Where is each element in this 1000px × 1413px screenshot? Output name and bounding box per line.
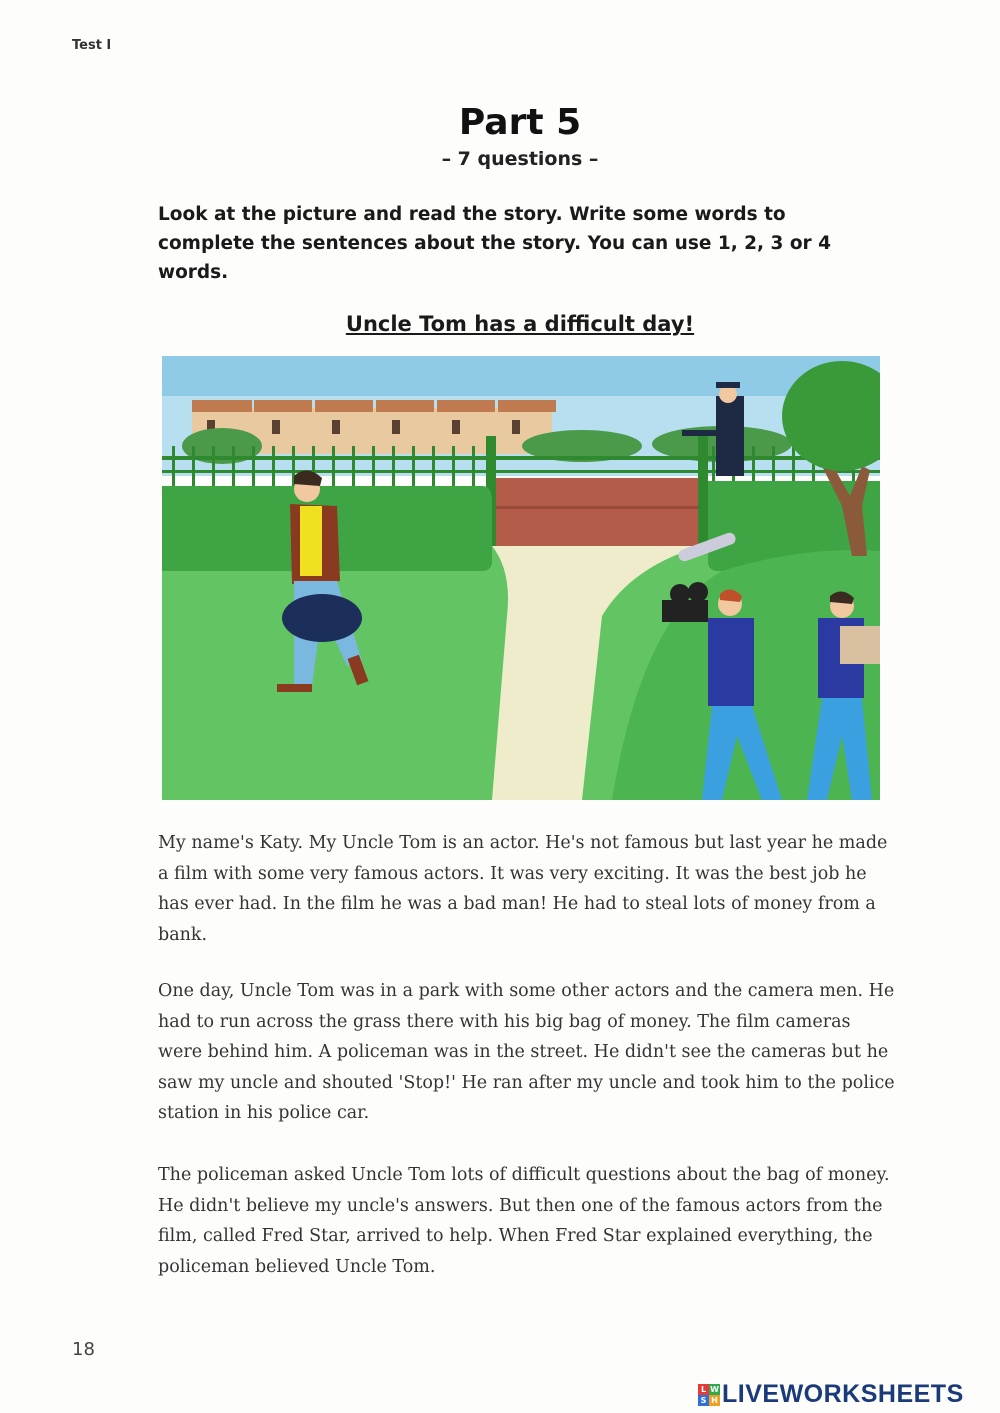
park-scene-illustration: [162, 356, 880, 800]
part-title: Part 5: [458, 102, 582, 143]
story-title: Uncle Tom has a difficult day!: [345, 312, 695, 336]
brand-logo-letter: L: [698, 1384, 709, 1395]
brand-logo-letter: H: [709, 1395, 720, 1406]
test-label: Test I: [72, 38, 112, 53]
part-subtitle: – 7 questions –: [441, 148, 599, 170]
brand-name: LIVEWORKSHEETS: [722, 1380, 964, 1408]
brand-logo-letter: W: [710, 1384, 719, 1394]
brand-logo-icon: [698, 1384, 720, 1406]
story-paragraph-2: One day, Uncle Tom was in a park with some other actors and the camera men. He had to run across the grass there with his big bag of money. The film cameras were behind him. A policeman was in the street. He didn't see the cameras but he saw my uncle and shouted 'Stop!' He ran after my uncle and took him to the police station in his police car.: [158, 981, 895, 1123]
story-illustration: [162, 356, 880, 800]
instructions: Look at the picture and read the story. Write some words to complete the sentences about the story. You can use 1, 2, 3 or 4 words.: [158, 204, 831, 283]
liveworksheets-brand[interactable]: [698, 1380, 964, 1409]
story-paragraph-3: The policeman asked Uncle Tom lots of difficult questions about the bag of money. He didn't believe my uncle's answers. But then one of the famous actors from the film, called Fred Star, arrived to help. When Fred Star explained everything, the policeman believed Uncle Tom.: [158, 1165, 890, 1277]
story-paragraph-1: My name's Katy. My Uncle Tom is an actor. He's not famous but last year he made a film with some very famous actors. It was very exciting. It was the best job he has ever had. In the film he was a bad man! He had to steal lots of money from a bank.: [158, 833, 888, 945]
page-number: 18: [72, 1339, 95, 1360]
brand-logo-letter: S: [698, 1395, 709, 1406]
